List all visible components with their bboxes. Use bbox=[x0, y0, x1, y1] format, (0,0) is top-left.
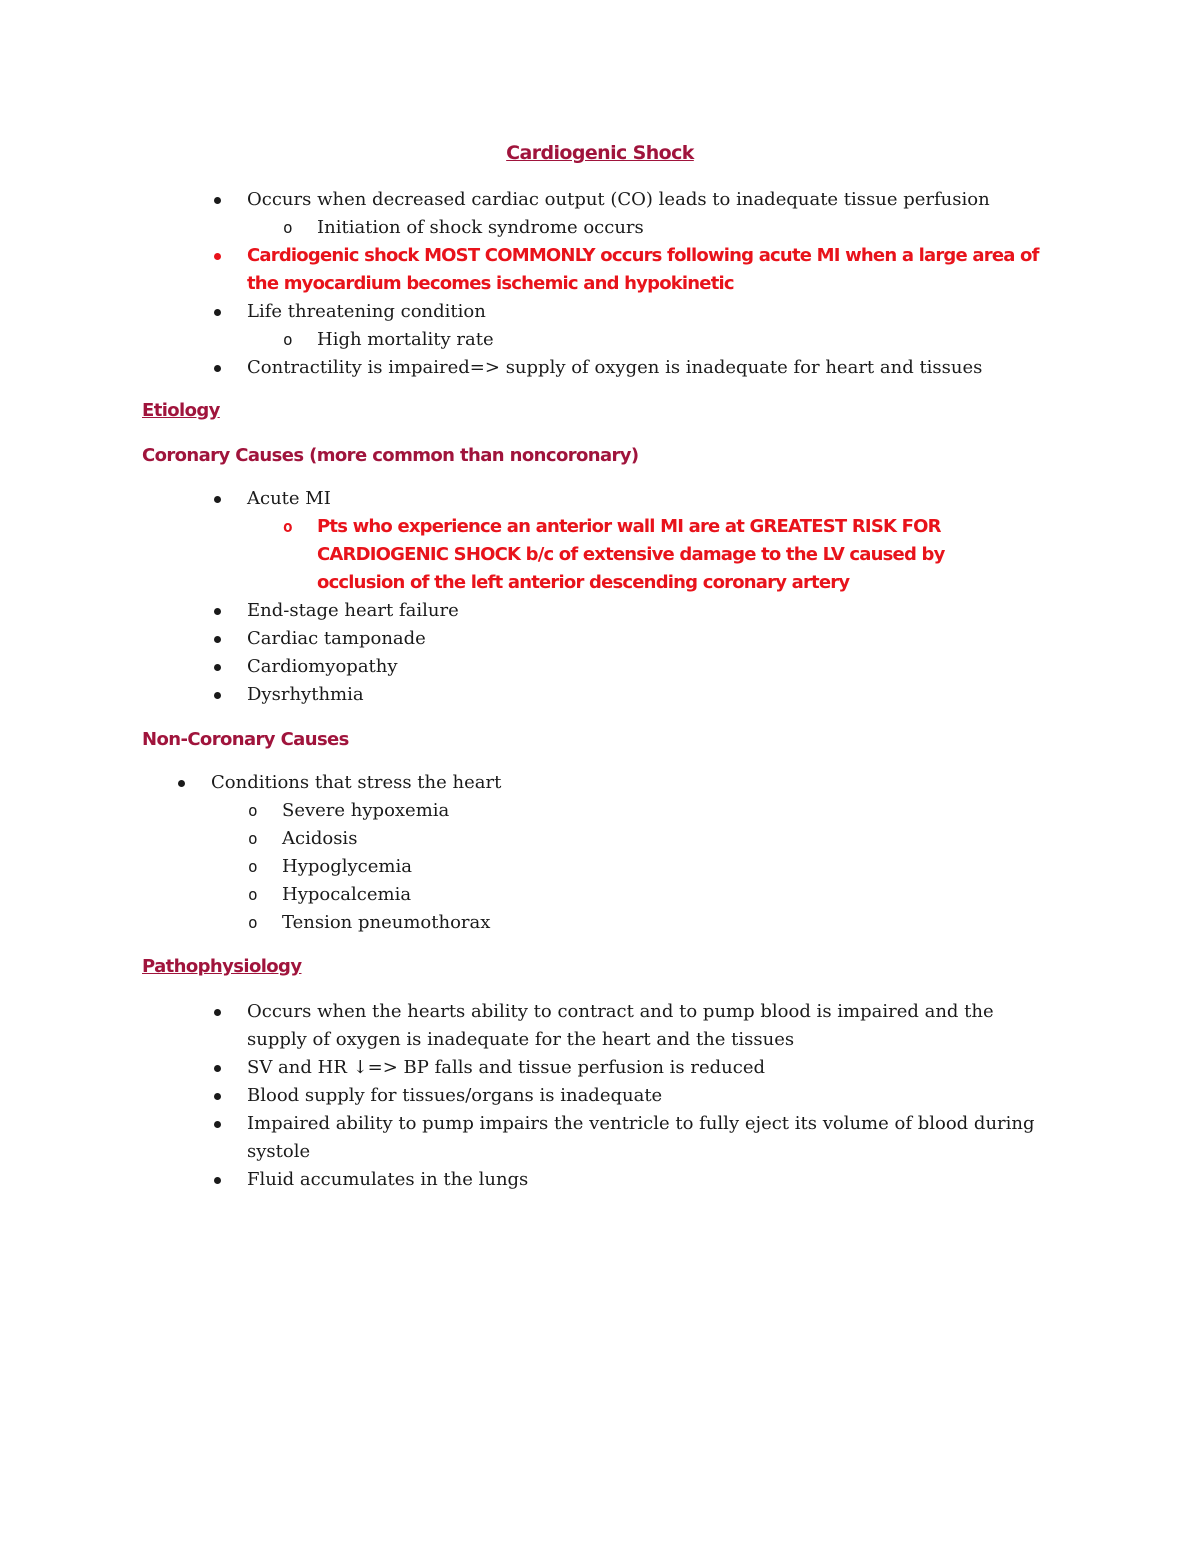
acute-mi-sub-line1: Pts who experience an anterior wall MI are at GREATEST RISK FOR bbox=[317, 516, 941, 537]
sub-bullet-icon: o bbox=[248, 829, 258, 848]
bullet-icon bbox=[178, 780, 185, 787]
noncoronary-sub-2: Acidosis bbox=[282, 828, 358, 849]
sub-bullet-icon: o bbox=[248, 857, 258, 876]
bullet-icon bbox=[214, 608, 221, 615]
sub-bullet-icon: o bbox=[248, 913, 258, 932]
pathophysiology-heading: Pathophysiology bbox=[142, 956, 302, 977]
sub-bullet-icon: o bbox=[248, 801, 258, 820]
page-title: Cardiogenic Shock bbox=[506, 142, 694, 164]
intro-bullet-3-sub: High mortality rate bbox=[317, 329, 494, 350]
patho-bullet-3: Blood supply for tissues/organs is inadequate bbox=[247, 1085, 663, 1106]
bullet-icon bbox=[214, 664, 221, 671]
sub-bullet-icon: o bbox=[283, 517, 293, 536]
noncoronary-sub-3: Hypoglycemia bbox=[282, 856, 412, 877]
coronary-cause-3: Cardiac tamponade bbox=[247, 628, 426, 649]
acute-mi-sub-line2: CARDIOGENIC SHOCK b/c of extensive damage to the LV caused by bbox=[317, 544, 945, 565]
bullet-icon bbox=[214, 1065, 221, 1072]
bullet-icon bbox=[214, 253, 221, 260]
coronary-cause-2: End-stage heart failure bbox=[247, 600, 459, 621]
patho-bullet-5: Fluid accumulates in the lungs bbox=[247, 1169, 529, 1190]
bullet-icon bbox=[214, 197, 221, 204]
bullet-icon bbox=[214, 496, 221, 503]
patho-bullet-1-line1: Occurs when the hearts ability to contract and to pump blood is impaired and the bbox=[247, 1001, 994, 1022]
coronary-acute-mi: Acute MI bbox=[247, 488, 331, 509]
coronary-cause-5: Dysrhythmia bbox=[247, 684, 364, 705]
intro-bullet-3: Life threatening condition bbox=[247, 301, 486, 322]
acute-mi-sub-line3: occlusion of the left anterior descending coronary artery bbox=[317, 572, 850, 593]
bullet-icon bbox=[214, 365, 221, 372]
sub-bullet-icon: o bbox=[283, 330, 293, 349]
bullet-icon bbox=[214, 636, 221, 643]
bullet-icon bbox=[214, 309, 221, 316]
bullet-icon bbox=[214, 1177, 221, 1184]
bullet-icon bbox=[214, 1009, 221, 1016]
coronary-causes-heading: Coronary Causes (more common than noncoronary) bbox=[142, 445, 639, 466]
sub-bullet-icon: o bbox=[283, 218, 293, 237]
intro-bullet-1-sub: Initiation of shock syndrome occurs bbox=[317, 217, 644, 238]
noncoronary-sub-1: Severe hypoxemia bbox=[282, 800, 450, 821]
noncoronary-sub-4: Hypocalcemia bbox=[282, 884, 412, 905]
noncoronary-causes-heading: Non-Coronary Causes bbox=[142, 729, 349, 750]
intro-bullet-2-line1: Cardiogenic shock MOST COMMONLY occurs following acute MI when a large area of bbox=[247, 245, 1039, 266]
patho-bullet-2: SV and HR ↓=> BP falls and tissue perfusion is reduced bbox=[247, 1057, 766, 1078]
noncoronary-cause-1: Conditions that stress the heart bbox=[211, 772, 502, 793]
sub-bullet-icon: o bbox=[248, 885, 258, 904]
etiology-heading: Etiology bbox=[142, 400, 220, 421]
bullet-icon bbox=[214, 692, 221, 699]
bullet-icon bbox=[214, 1093, 221, 1100]
intro-bullet-1: Occurs when decreased cardiac output (CO) leads to inadequate tissue perfusion bbox=[247, 189, 990, 210]
coronary-cause-4: Cardiomyopathy bbox=[247, 656, 398, 677]
patho-bullet-1-line2: supply of oxygen is inadequate for the heart and the tissues bbox=[247, 1029, 795, 1050]
bullet-icon bbox=[214, 1121, 221, 1128]
patho-bullet-4-line1: Impaired ability to pump impairs the ventricle to fully eject its volume of blood during bbox=[247, 1113, 1035, 1134]
intro-bullet-2-line2: the myocardium becomes ischemic and hypokinetic bbox=[247, 273, 734, 294]
intro-bullet-4: Contractility is impaired=> supply of oxygen is inadequate for heart and tissues bbox=[247, 357, 983, 378]
noncoronary-sub-5: Tension pneumothorax bbox=[282, 912, 491, 933]
patho-bullet-4-line2: systole bbox=[247, 1141, 311, 1162]
